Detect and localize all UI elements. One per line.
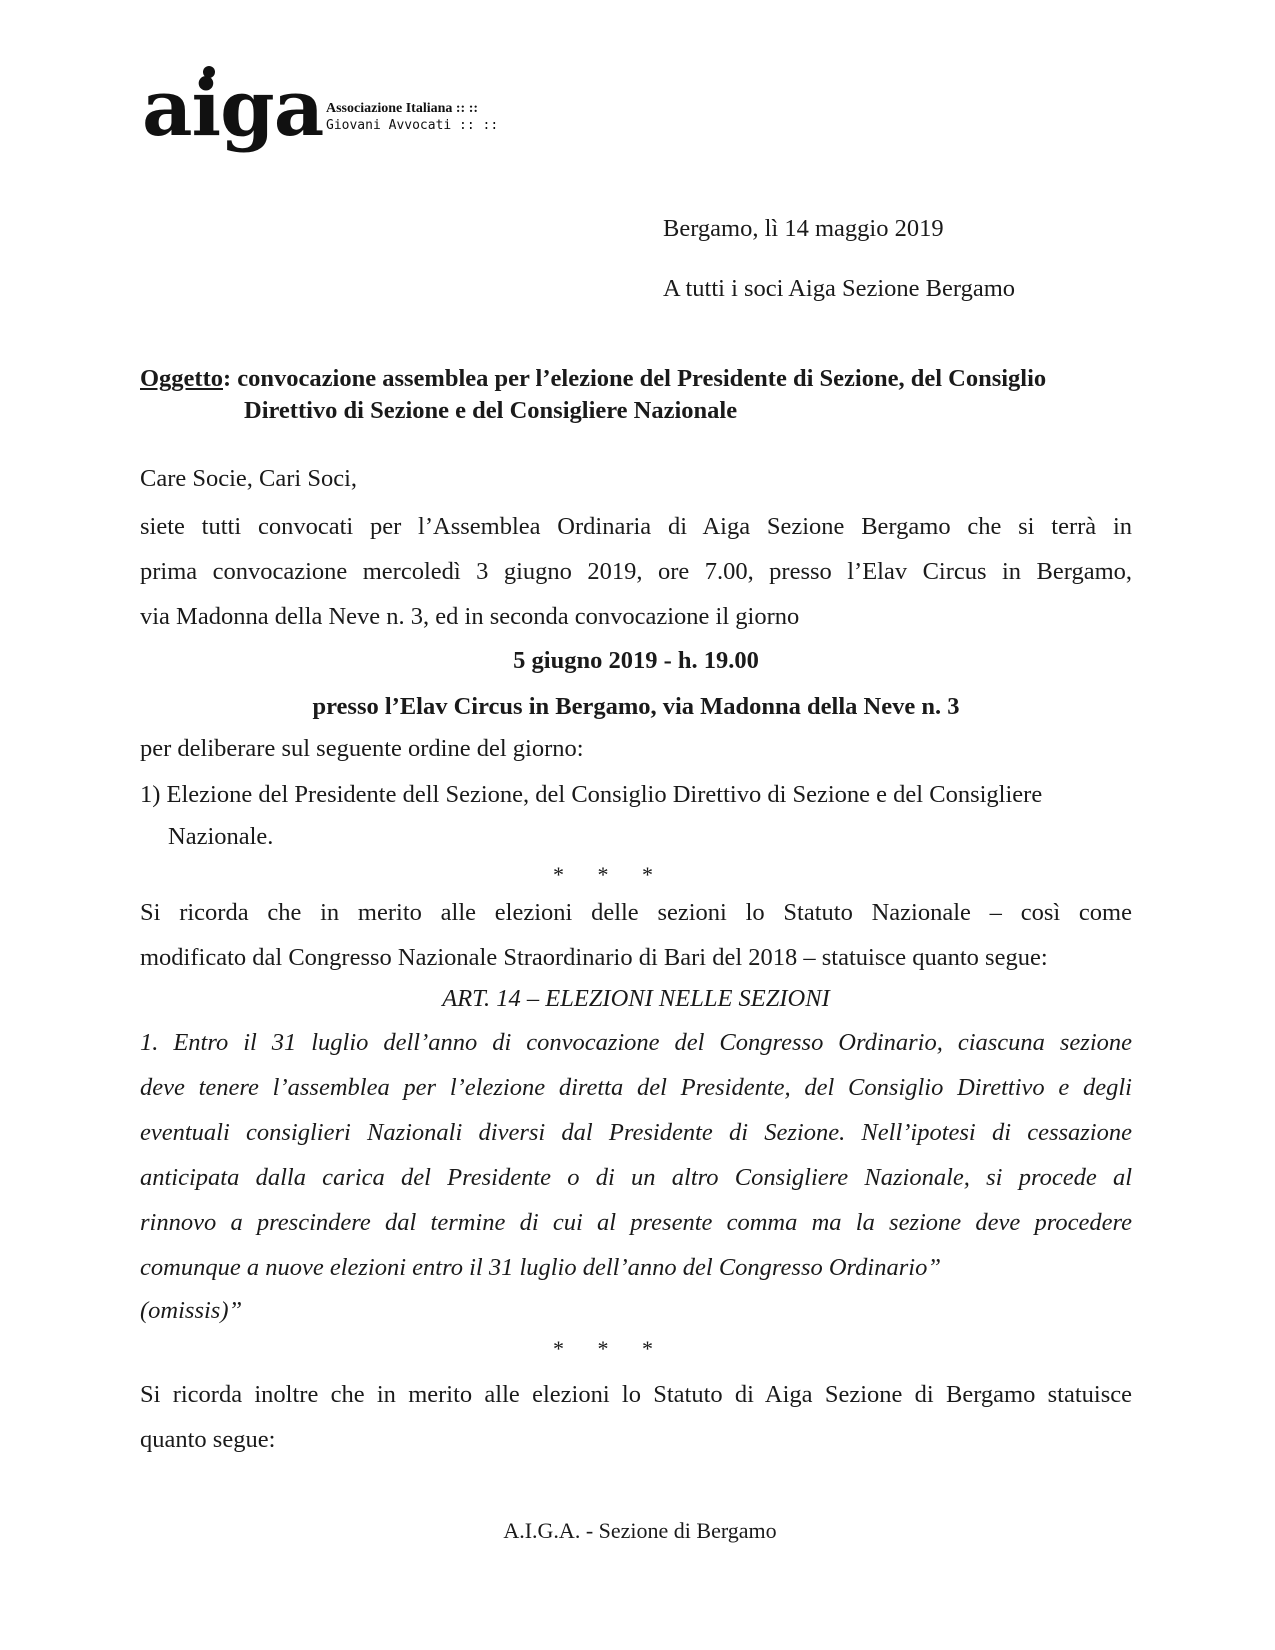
subject-text-1: : convocazione assemblea per l’elezione del Presidente di Sezione, del Consiglio xyxy=(223,365,1047,392)
article-text xyxy=(140,1028,1132,1298)
article-line: eventuali consiglieri Nazionali diversi dal Presidente di Sezione. Nell’ipotesi di cessazione xyxy=(140,1119,1132,1146)
article-line: deve tenere l’assemblea per l’elezione diretta del Presidente, del Consiglio Direttivo e degli xyxy=(140,1074,1132,1101)
subject-line-2: Direttivo di Sezione e del Consigliere Nazionale xyxy=(244,397,738,424)
reminder2-line: Si ricorda inoltre che in merito alle elezioni lo Statuto di Aiga Sezione di Bergamo statuisce xyxy=(140,1381,1132,1408)
letter-date: Bergamo, lì 14 maggio 2019 xyxy=(663,215,944,242)
separator: * * * xyxy=(553,1336,667,1361)
logo-tagline-line-1: Associazione Italiana :: :: xyxy=(326,101,479,116)
letter-recipient: A tutti i soci Aiga Sezione Bergamo xyxy=(663,275,1016,302)
second-convocation-place: presso l’Elav Circus in Bergamo, via Madonna della Neve n. 3 xyxy=(312,693,960,720)
footer-org: A.I.G.A. - Sezione di Bergamo xyxy=(503,1518,777,1543)
article-title: ART. 14 – ELEZIONI NELLE SEZIONI xyxy=(442,985,830,1012)
aiga-logo xyxy=(142,62,522,157)
intro-line: prima convocazione mercoledì 3 giugno 2019, ore 7.00, presso l’Elav Circus in Bergamo, xyxy=(140,558,1132,585)
reminder-line: modificato dal Congresso Nazionale Straordinario di Bari del 2018 – statuisce quanto segue: xyxy=(140,944,1048,971)
article-line: 1. Entro il 31 luglio dell’anno di convocazione del Congresso Ordinario, ciascuna sezione xyxy=(140,1029,1132,1056)
intro-paragraph xyxy=(140,512,1132,647)
agenda-intro: per deliberare sul seguente ordine del giorno: xyxy=(140,735,584,762)
logo-tagline xyxy=(326,100,498,134)
separator: * * * xyxy=(553,862,667,887)
article-line: anticipata dalla carica del Presidente o di un altro Consigliere Nazionale, si procede al xyxy=(140,1164,1132,1191)
logo-tagline-line-2: Giovani Avvocati :: :: xyxy=(326,118,499,133)
subject-label: Oggetto xyxy=(140,365,223,392)
article-line: rinnovo a prescindere dal termine di cui al presente comma ma la sezione deve procedere xyxy=(140,1209,1132,1236)
second-convocation-date: 5 giugno 2019 - h. 19.00 xyxy=(513,647,759,674)
logo-word: aiga xyxy=(142,63,324,154)
article-line: comunque a nuove elezioni entro il 31 luglio dell’anno del Congresso Ordinario” xyxy=(140,1254,941,1281)
subject-line-1 xyxy=(140,364,1046,394)
reminder2-line: quanto segue: xyxy=(140,1426,276,1453)
intro-line: siete tutti convocati per l’Assemblea Ordinaria di Aiga Sezione Bergamo che si terrà in xyxy=(140,513,1132,540)
article-omissis: (omissis)” xyxy=(140,1297,243,1324)
reminder-paragraph xyxy=(140,898,1132,988)
agenda-item-1-cont: Nazionale. xyxy=(168,823,274,850)
greeting: Care Socie, Cari Soci, xyxy=(140,465,358,492)
intro-line: via Madonna della Neve n. 3, ed in seconda convocazione il giorno xyxy=(140,603,800,630)
agenda-item-1: 1) Elezione del Presidente dell Sezione, del Consiglio Direttivo di Sezione e del Consigliere xyxy=(140,781,1043,808)
reminder-line: Si ricorda che in merito alle elezioni delle sezioni lo Statuto Nazionale – così come xyxy=(140,899,1132,926)
reminder2-paragraph xyxy=(140,1380,1132,1470)
